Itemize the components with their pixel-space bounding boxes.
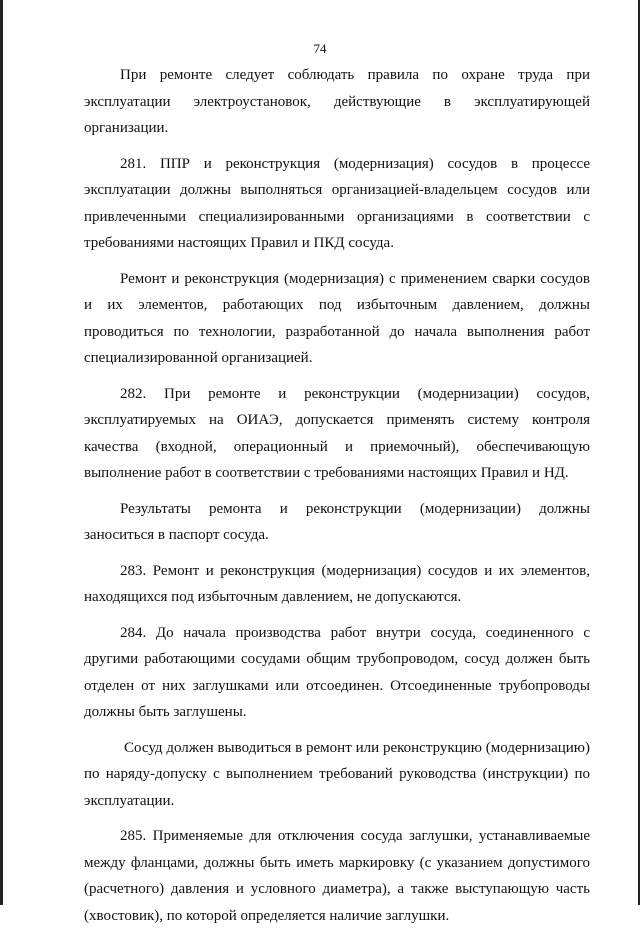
document-body [84, 62, 590, 938]
paragraph: При ремонте следует соблюдать правила по охране труда при эксплуатации электроустановок, действующие в эксплуатирующей организации. [84, 67, 590, 136]
paragraph: 283. Ремонт и реконструкция (модернизация) сосудов и их элементов, находящихся под избыточным давлением, не допускаются. [84, 562, 590, 605]
paragraph: Ремонт и реконструкция (модернизация) с применением сварки сосудов и их элементов, работающих под избыточным давлением, должны проводиться по технологии, разработанной до начала выполнения работ специализированной организацией. [84, 270, 590, 366]
paragraph: Результаты ремонта и реконструкции (модернизации) должны заноситься в паспорт сосуда. [84, 500, 590, 543]
paragraph: 282. При ремонте и реконструкции (модернизации) сосудов, эксплуатируемых на ОИАЭ, допускается применять систему контроля качества (входной, операционный и приемочный), обеспечивающую выполнение работ в соответствии с требованиями настоящих Правил и НД. [84, 385, 590, 481]
page-number: 74 [313, 41, 327, 56]
scan-edge-left [0, 0, 3, 905]
paragraph: 285. Применяемые для отключения сосуда заглушки, устанавливаемые между фланцами, должны быть иметь маркировку (с указанием допустимого (расчетного) давления и условного диаметра), а также выступающую часть (хвостовик), по которой определяется наличие заглушки. [84, 828, 590, 924]
paragraph: 281. ППР и реконструкция (модернизация) сосудов в процессе эксплуатации должны выполняться организацией-владельцем сосудов или привлеченными специализированными организациями в соответствии с требованиями настоящих Правил и ПКД сосуда. [84, 155, 590, 251]
paragraph: 284. До начала производства работ внутри сосуда, соединенного с другими работающими сосудами общим трубопроводом, сосуд должен быть отделен от них заглушками или отсоединен. Отсоединенные трубопроводы должны быть заглушены. [84, 624, 590, 720]
paragraph: Сосуд должен выводиться в ремонт или реконструкцию (модернизацию) по наряду-допуску с выполнением требований руководства (инструкции) по эксплуатации. [84, 739, 590, 809]
